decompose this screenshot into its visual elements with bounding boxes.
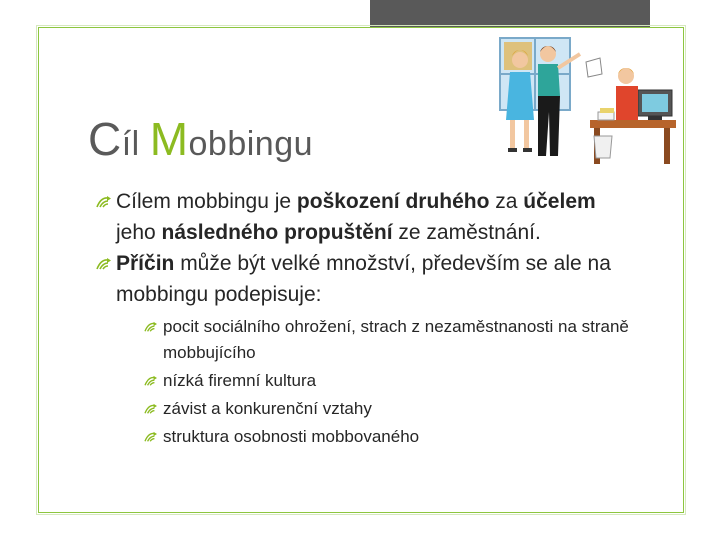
title-part1: íl (121, 125, 150, 163)
office-workers-clipart-icon (498, 32, 678, 167)
bullet-2-seg-0: Příčin (116, 252, 175, 275)
bullet-1-seg-3: účelem (523, 190, 596, 213)
signal-arrow-bullet-icon (96, 195, 112, 209)
sub-bullet-item (144, 396, 636, 422)
title-initial-c: C (88, 113, 122, 165)
signal-arrow-bullet-icon (96, 257, 112, 271)
bullet-1-seg-0: Cílem mobbingu je (116, 190, 297, 213)
sub-bullet-text: pocit sociálního ohrožení, strach z nezaměstnanosti na straně mobbujícího (163, 317, 629, 362)
bullet-item-1 (96, 186, 636, 248)
signal-arrow-bullet-icon (144, 321, 158, 333)
sub-bullet-text: závist a konkurenční vztahy (163, 399, 372, 418)
title-initial-m: M (149, 113, 189, 165)
sub-bullet-item (144, 314, 636, 366)
slide-title (88, 112, 313, 166)
signal-arrow-bullet-icon (144, 403, 158, 415)
bullet-1-seg-4: jeho (116, 221, 162, 244)
slide-content (96, 186, 636, 452)
bullet-2-seg-1: může být velké množství, především se ale na mobbingu podepisuje: (116, 252, 611, 306)
bullet-1-seg-5: následného propuštění (161, 221, 393, 244)
title-part2: obbingu (188, 125, 314, 163)
bullet-1-seg-2: za (489, 190, 524, 213)
sub-bullet-text: nízká firemní kultura (163, 371, 317, 390)
sub-bullet-item (144, 424, 636, 450)
signal-arrow-bullet-icon (144, 431, 158, 443)
signal-arrow-bullet-icon (144, 375, 158, 387)
sub-bullet-list (96, 314, 636, 450)
bullet-1-seg-6: ze zaměstnání. (392, 221, 541, 244)
bullet-item-2 (96, 248, 636, 310)
bullet-1-seg-1: poškození druhého (296, 190, 490, 213)
sub-bullet-text: struktura osobnosti mobbovaného (163, 427, 420, 446)
sub-bullet-item (144, 368, 636, 394)
